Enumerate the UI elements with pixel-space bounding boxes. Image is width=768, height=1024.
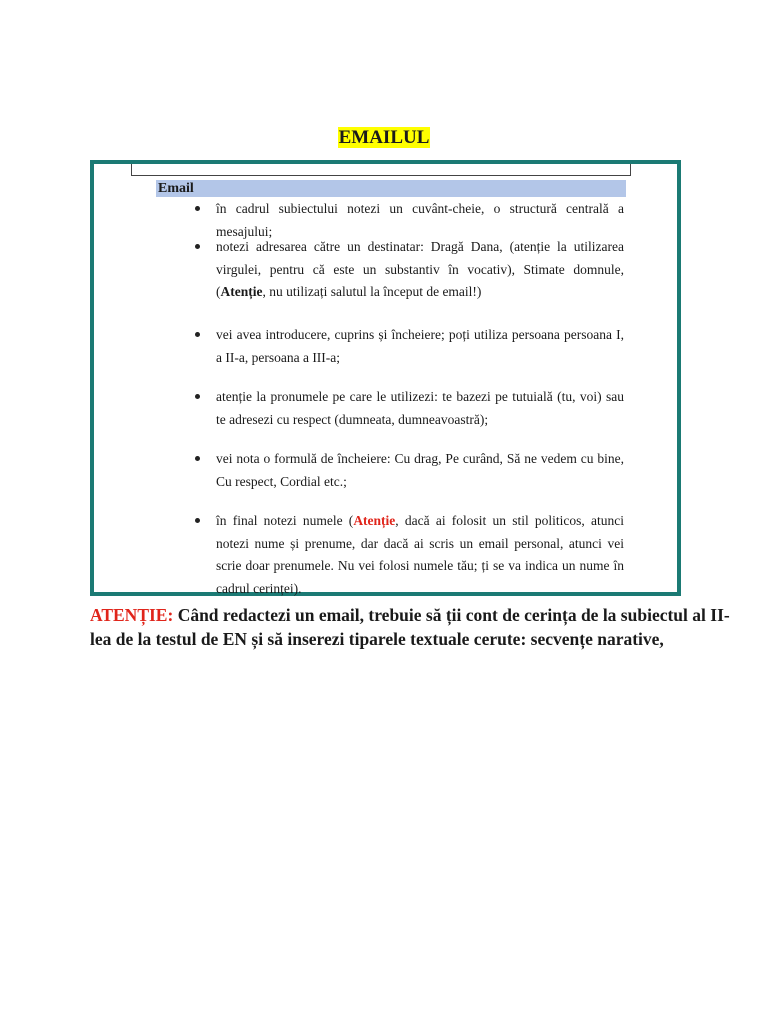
attention-label: ATENȚIE: xyxy=(90,605,174,625)
list-item-text: în cadrul subiectului notezi un cuvânt-cheie, o structură centrală a mesajului; xyxy=(216,201,624,239)
attention-note-text: Când redactezi un email, trebuie să ții cont de cerința de la subiectul al II-lea de la testul de EN și să inserezi tiparele textuale cerute: secvențe narative, xyxy=(90,605,730,649)
list-item-text: vei avea introducere, cuprins și încheiere; poți utiliza persoana persoana I, a II-a, persoana a III-a; xyxy=(216,327,624,365)
page-title-text: EMAILUL xyxy=(338,127,430,148)
page-title xyxy=(0,126,768,150)
list-item-text-part: , dacă ai folosit un stil politicos, atunci notezi nume și prenume, dar dacă ai scris un email personal, atunci vei scrie doar prenumele. Nu vei folosi numele tău; ți se va indica un nume în cadrul cerinței). xyxy=(216,513,624,596)
bullet-icon xyxy=(195,518,200,523)
list-item-text xyxy=(216,236,624,304)
list-item-text-part: notezi adresarea către un destinatar: Dragă Dana, (atenție la utilizarea virgulei, pentru că este un substantiv în vocativ), Stimate domnule, ( xyxy=(216,239,624,299)
list-item-text-part: în final notezi numele ( xyxy=(216,513,354,528)
bullet-icon xyxy=(195,332,200,337)
list-item-text: vei nota o formulă de încheiere: Cu drag, Pe curând, Să ne vedem cu bine, Cu respect, Cordial etc.; xyxy=(216,451,624,489)
email-guidelines-figure xyxy=(90,160,681,596)
bullet-icon xyxy=(195,394,200,399)
table-tab-outline xyxy=(131,164,631,176)
list-item-text: atenție la pronumele pe care le utilizezi: te bazezi pe tutuială (tu, voi) sau te adresezi cu respect (dumneata, dumneavoastră); xyxy=(216,389,624,427)
attention-note xyxy=(90,603,730,651)
bullet-icon xyxy=(195,244,200,249)
bullet-icon xyxy=(195,456,200,461)
bullet-icon xyxy=(195,206,200,211)
figure-header: Email xyxy=(156,180,626,197)
list-item-text xyxy=(216,510,624,600)
attention-emphasis: Atenție xyxy=(353,513,396,528)
attention-emphasis: Atenție xyxy=(220,284,263,299)
list-item-text-part: , nu utilizați salutul la început de email!) xyxy=(262,284,482,299)
